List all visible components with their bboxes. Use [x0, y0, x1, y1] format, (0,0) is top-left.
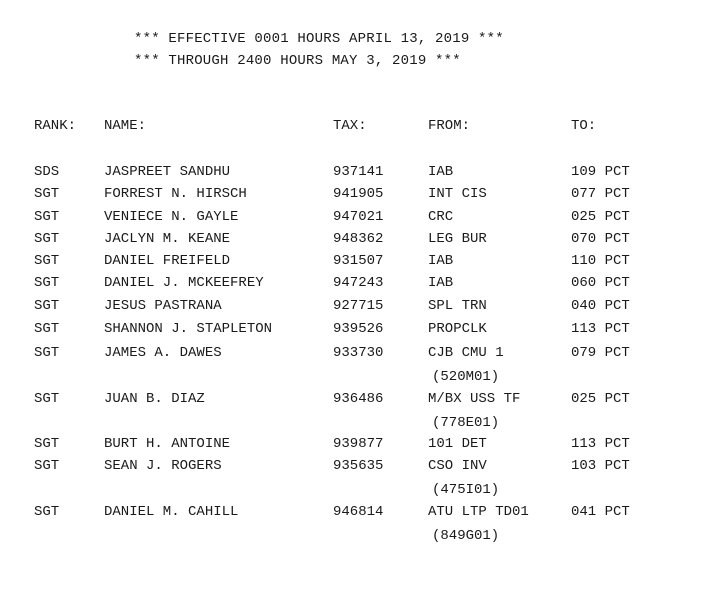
rank-cell: SDS	[34, 164, 60, 180]
to-cell: 070 PCT	[571, 231, 630, 247]
name-cell: SHANNON J. STAPLETON	[104, 321, 273, 337]
name-cell: JACLYN M. KEANE	[104, 231, 231, 247]
tax-cell: 946814	[333, 504, 384, 520]
rank-cell: SGT	[34, 231, 60, 247]
tax-cell: 927715	[333, 298, 384, 314]
rank-cell: SGT	[34, 391, 60, 407]
from-cell: ATU LTP TD01	[428, 504, 529, 520]
from-unit-code: (849G01)	[432, 528, 500, 544]
tax-cell: 935635	[333, 458, 384, 474]
column-header-to: TO:	[571, 118, 597, 134]
name-cell: DANIEL M. CAHILL	[104, 504, 239, 520]
through-date-line: *** THROUGH 2400 HOURS MAY 3, 2019 ***	[134, 53, 461, 69]
from-cell: IAB	[428, 164, 454, 180]
rank-cell: SGT	[34, 436, 60, 452]
from-cell: CJB CMU 1	[428, 345, 504, 361]
tax-cell: 948362	[333, 231, 384, 247]
rank-cell: SGT	[34, 209, 60, 225]
rank-cell: SGT	[34, 458, 60, 474]
name-cell: FORREST N. HIRSCH	[104, 186, 247, 202]
rank-cell: SGT	[34, 321, 60, 337]
tax-cell: 933730	[333, 345, 384, 361]
tax-cell: 937141	[333, 164, 384, 180]
name-cell: DANIEL FREIFELD	[104, 253, 231, 269]
from-cell: CSO INV	[428, 458, 487, 474]
tax-cell: 947243	[333, 275, 384, 291]
to-cell: 103 PCT	[571, 458, 630, 474]
to-cell: 025 PCT	[571, 209, 630, 225]
rank-cell: SGT	[34, 345, 60, 361]
to-cell: 041 PCT	[571, 504, 630, 520]
tax-cell: 939526	[333, 321, 384, 337]
to-cell: 113 PCT	[571, 436, 630, 452]
to-cell: 040 PCT	[571, 298, 630, 314]
rank-cell: SGT	[34, 275, 60, 291]
name-cell: JESUS PASTRANA	[104, 298, 222, 314]
name-cell: BURT H. ANTOINE	[104, 436, 231, 452]
rank-cell: SGT	[34, 253, 60, 269]
from-cell: PROPCLK	[428, 321, 487, 337]
to-cell: 109 PCT	[571, 164, 630, 180]
to-cell: 025 PCT	[571, 391, 630, 407]
from-cell: 101 DET	[428, 436, 487, 452]
rank-cell: SGT	[34, 298, 60, 314]
name-cell: JAMES A. DAWES	[104, 345, 222, 361]
name-cell: JASPREET SANDHU	[104, 164, 231, 180]
from-unit-code: (778E01)	[432, 415, 500, 431]
rank-cell: SGT	[34, 504, 60, 520]
effective-date-line: *** EFFECTIVE 0001 HOURS APRIL 13, 2019 ***	[134, 31, 504, 47]
from-cell: M/BX USS TF	[428, 391, 521, 407]
column-header-name: NAME:	[104, 118, 147, 134]
name-cell: SEAN J. ROGERS	[104, 458, 222, 474]
from-cell: IAB	[428, 253, 454, 269]
to-cell: 060 PCT	[571, 275, 630, 291]
from-cell: CRC	[428, 209, 454, 225]
to-cell: 110 PCT	[571, 253, 630, 269]
column-header-rank: RANK:	[34, 118, 77, 134]
column-header-tax: TAX:	[333, 118, 367, 134]
name-cell: VENIECE N. GAYLE	[104, 209, 239, 225]
tax-cell: 931507	[333, 253, 384, 269]
to-cell: 077 PCT	[571, 186, 630, 202]
tax-cell: 947021	[333, 209, 384, 225]
from-cell: LEG BUR	[428, 231, 487, 247]
column-header-from: FROM:	[428, 118, 471, 134]
name-cell: DANIEL J. MCKEEFREY	[104, 275, 264, 291]
to-cell: 113 PCT	[571, 321, 630, 337]
from-cell: SPL TRN	[428, 298, 487, 314]
tax-cell: 939877	[333, 436, 384, 452]
from-cell: IAB	[428, 275, 454, 291]
name-cell: JUAN B. DIAZ	[104, 391, 205, 407]
rank-cell: SGT	[34, 186, 60, 202]
from-cell: INT CIS	[428, 186, 487, 202]
tax-cell: 936486	[333, 391, 384, 407]
tax-cell: 941905	[333, 186, 384, 202]
from-unit-code: (520M01)	[432, 369, 500, 385]
to-cell: 079 PCT	[571, 345, 630, 361]
from-unit-code: (475I01)	[432, 482, 500, 498]
